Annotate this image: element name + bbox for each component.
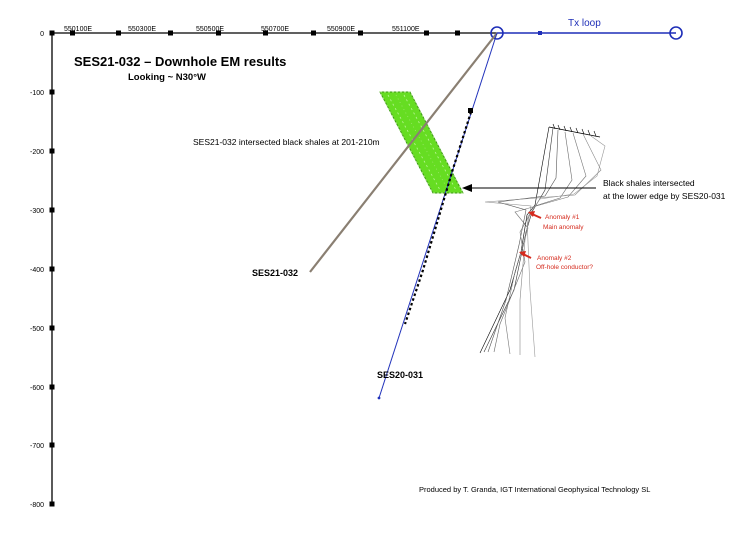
em-profile-curves bbox=[480, 124, 605, 357]
black-shales-label-line1: Black shales intersected bbox=[603, 178, 695, 188]
depth-label-100: -100 bbox=[29, 90, 44, 97]
black-shales-arrow bbox=[462, 184, 596, 192]
borehole-label-ses20-031: SES20-031 bbox=[377, 370, 424, 380]
anomaly-2-label-line1: Anomaly #2 bbox=[537, 255, 572, 262]
borehole-ses21-032 bbox=[310, 33, 497, 272]
credit-line: Produced by T. Granda, IGT International Geophysical Technology SL bbox=[419, 485, 651, 494]
tx-loop bbox=[491, 18, 682, 39]
tx-loop-label: Tx loop bbox=[568, 18, 601, 29]
easting-label-550700: 550700E bbox=[261, 26, 290, 33]
depth-label-0: 0 bbox=[40, 31, 44, 38]
depth-label-700: -700 bbox=[29, 443, 44, 450]
anomaly-2-label-line2: Off-hole conductor? bbox=[536, 264, 593, 271]
depth-label-300: -300 bbox=[29, 208, 44, 215]
intersection-note: SES21-032 intersected black shales at 201-210m bbox=[193, 137, 380, 147]
easting-label-550300: 550300E bbox=[128, 26, 157, 33]
anomaly-1-label-line1: Anomaly #1 bbox=[545, 214, 580, 221]
anomaly-1-label-line2: Main anomaly bbox=[543, 224, 584, 231]
depth-tick-labels bbox=[30, 31, 44, 509]
easting-label-551100: 551100E bbox=[392, 26, 420, 33]
figure-title: SES21-032 – Downhole EM results bbox=[74, 54, 287, 69]
depth-label-200: -200 bbox=[29, 149, 44, 156]
depth-label-600: -600 bbox=[29, 385, 44, 392]
easting-label-550500: 550500E bbox=[196, 26, 225, 33]
depth-label-400: -400 bbox=[29, 267, 44, 274]
depth-label-500: -500 bbox=[29, 326, 44, 333]
easting-label-550900: 550900E bbox=[327, 26, 356, 33]
figure-subtitle: Looking ~ N30°W bbox=[128, 72, 206, 83]
borehole-ses20-031 bbox=[378, 33, 497, 399]
easting-label-550100: 550100E bbox=[64, 26, 93, 33]
black-shales-label-line2: at the lower edge by SES20-031 bbox=[603, 191, 726, 201]
borehole-label-ses21-032: SES21-032 bbox=[252, 268, 299, 278]
depth-label-800: -800 bbox=[29, 502, 44, 509]
